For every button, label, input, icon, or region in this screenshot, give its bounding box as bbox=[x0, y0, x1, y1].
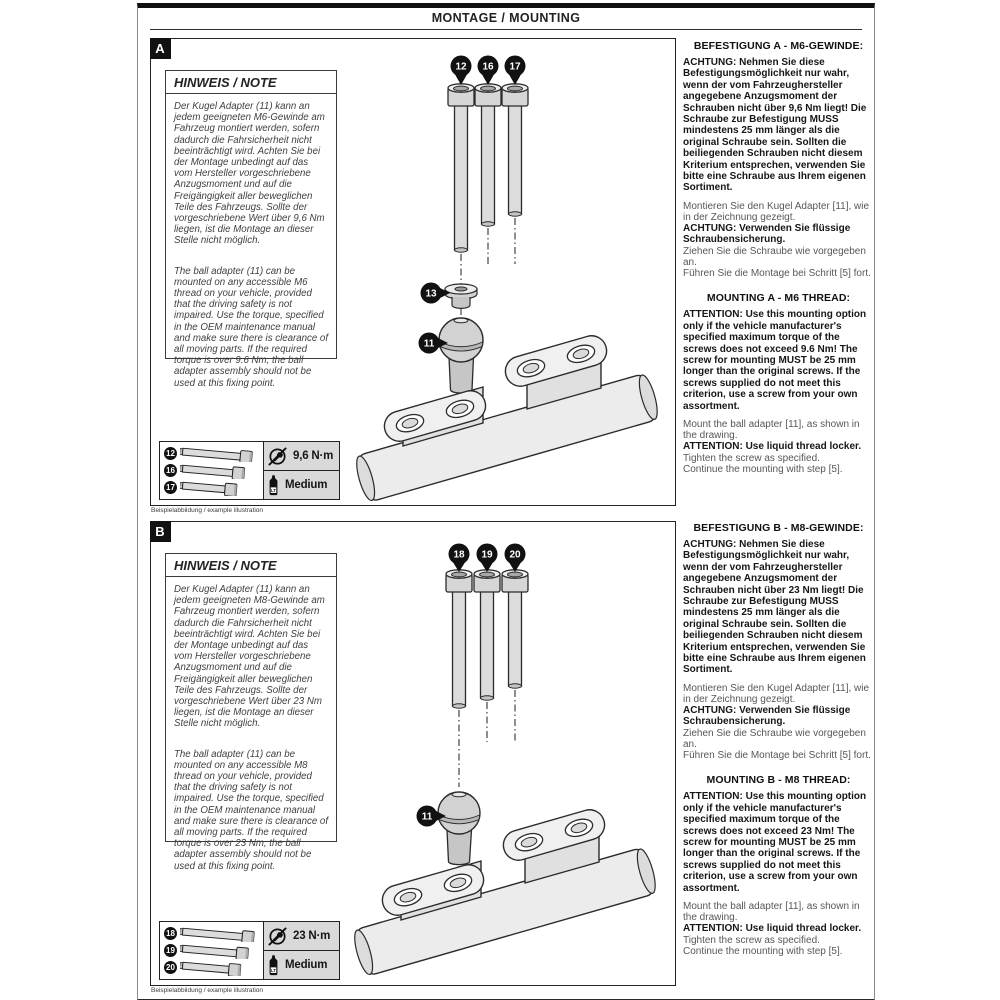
step: Führen Sie die Montage bei Schritt [5] fort. bbox=[683, 268, 871, 280]
locker-value: Medium bbox=[285, 479, 328, 491]
handlebar-mount bbox=[351, 806, 659, 977]
table-row bbox=[164, 942, 261, 959]
thread-locker-bottle-icon bbox=[267, 955, 280, 976]
note-box-b bbox=[165, 553, 337, 872]
screw-icon bbox=[180, 479, 261, 496]
note-text-de: Der Kugel Adapter (11) kann an jedem geeigneten M8-Gewinde am Fahrzeug montiert werden, sofern dadurch die Fahrsicherheit nicht beeinträchtigt wird. Achten Sie bei der Montage unbedingt auf das vom Hersteller vorgeschriebene Anzugsmoment und auf die Freigängigkeit aller beweglichen Teile des Fahrzeugs. Sollte der vorgeschriebene Wert über 23 Nm liegen, ist die Montage an dieser Stelle nicht möglich. bbox=[174, 584, 325, 730]
svg-text:12: 12 bbox=[455, 61, 467, 73]
svg-text:LT: LT bbox=[271, 487, 276, 493]
panel-b bbox=[150, 521, 676, 986]
torque-wrench-icon bbox=[267, 926, 288, 947]
screw-callout: 12 bbox=[164, 447, 177, 460]
washer-illustration bbox=[445, 284, 477, 308]
callout-screw-1 bbox=[451, 56, 472, 86]
locker-cell bbox=[264, 951, 339, 979]
screw-callout: 20 bbox=[164, 961, 177, 974]
torque-value: 9,6 N·m bbox=[293, 450, 334, 462]
locker-cell bbox=[264, 471, 339, 499]
step: Mount the ball adapter [11], as shown in the drawing. bbox=[683, 900, 860, 924]
caption-a: Beispielabbildung / example illustration bbox=[151, 507, 264, 514]
warning-en: ATTENTION: Use this mounting option only if the vehicle manufacturer's specified maximum torque of the screws does not exceed 23 Nm! The screw for mounting MUST be 25 mm longer than the original screws. If the screws supplied do not meet this criterion, use a screw from your own assortment. bbox=[683, 791, 867, 894]
table-row bbox=[164, 479, 261, 496]
panel-b-label: B bbox=[150, 521, 171, 542]
document-sheet bbox=[137, 3, 875, 1000]
steps-de bbox=[683, 201, 874, 279]
note-title: HINWEIS / NOTE bbox=[166, 554, 336, 577]
callout-washer bbox=[421, 283, 451, 304]
spec-table-b bbox=[159, 921, 340, 980]
svg-text:18: 18 bbox=[453, 549, 465, 561]
screw-icon bbox=[180, 959, 261, 976]
note-text-en: The ball adapter (11) can be mounted on any accessible M6 thread on your vehicle, provided that the driving safety is not impaired. Use the torque, specified in the OEM maintenance manual and make sure there is clearance of all moving parts. If the required torque is over 9.6 Nm, the ball adapter assembly should not be used at this fixing point. bbox=[174, 265, 329, 389]
panel-a-label: A bbox=[150, 38, 171, 59]
instructions-b bbox=[683, 522, 874, 957]
screw-callout: 16 bbox=[164, 464, 177, 477]
steps-en bbox=[683, 901, 874, 957]
torque-cell bbox=[264, 922, 339, 951]
callout-screw-1 bbox=[449, 544, 470, 573]
thread-locker-bottle-icon bbox=[267, 475, 280, 496]
heading-en: MOUNTING A - M6 THREAD: bbox=[706, 292, 851, 305]
callout-screw-2 bbox=[478, 56, 499, 86]
svg-text:16: 16 bbox=[482, 61, 494, 73]
svg-text:19: 19 bbox=[481, 549, 493, 561]
table-row bbox=[164, 925, 261, 942]
svg-text:20: 20 bbox=[509, 549, 521, 561]
handlebar-mount bbox=[353, 332, 661, 503]
screw-illustration bbox=[446, 570, 528, 708]
page-title: MONTAGE / MOUNTING bbox=[431, 11, 581, 25]
heading-en: MOUNTING B - M8 THREAD: bbox=[706, 774, 851, 787]
step: Tighten the screw as specified. bbox=[683, 934, 820, 946]
screw-callout: 18 bbox=[164, 927, 177, 940]
step: Führen Sie die Montage bei Schritt [5] fort. bbox=[683, 750, 871, 762]
caption-b: Beispielabbildung / example illustration bbox=[151, 987, 264, 994]
table-row bbox=[164, 462, 261, 479]
heading-de: BEFESTIGUNG B - M8-GEWINDE: bbox=[693, 522, 864, 534]
instructions-a bbox=[683, 40, 874, 475]
step-warning: ATTENTION: Use liquid thread locker. bbox=[683, 441, 862, 453]
step: Ziehen Sie die Schraube wie vorgegeben an. bbox=[683, 245, 866, 268]
step-warning: ATTENTION: Use liquid thread locker. bbox=[683, 923, 862, 935]
step: Mount the ball adapter [11], as shown in the drawing. bbox=[683, 418, 860, 442]
svg-text:LT: LT bbox=[271, 967, 276, 973]
torque-value: 23 N·m bbox=[293, 930, 331, 942]
steps-de bbox=[683, 683, 874, 761]
screw-icon bbox=[180, 925, 261, 942]
svg-text:11: 11 bbox=[423, 338, 435, 350]
callout-screw-2 bbox=[477, 544, 498, 573]
screw-illustration bbox=[448, 84, 528, 252]
panel-a bbox=[150, 38, 676, 506]
screw-callout: 17 bbox=[164, 481, 177, 494]
note-text-en: The ball adapter (11) can be mounted on any accessible M8 thread on your vehicle, provided that the driving safety is not impaired. Use the torque, specified in the OEM maintenance manual and make sure there is clearance of all moving parts. If the required torque is over 23 Nm, the ball adapter assembly should not be used at this fixing point. bbox=[174, 748, 329, 872]
step-warning: ACHTUNG: Verwenden Sie flüssige Schraubensicherung. bbox=[683, 705, 851, 728]
svg-text:11: 11 bbox=[421, 811, 433, 823]
step: Tighten the screw as specified. bbox=[683, 452, 820, 464]
ball-adapter-illustration bbox=[439, 318, 483, 393]
warning-en: ATTENTION: Use this mounting option only if the vehicle manufacturer's specified maximum torque of the screws does not exceed 9.6 Nm! The screw for mounting MUST be 25 mm longer than the original screws. If the screws supplied do not meet this criterion, use a screw from your own assortment. bbox=[683, 309, 867, 412]
svg-text:13: 13 bbox=[425, 288, 437, 300]
callout-screw-3 bbox=[505, 544, 526, 573]
step: Montieren Sie den Kugel Adapter [11], wie in der Zeichnung gezeigt. bbox=[683, 200, 870, 224]
warning-de: ACHTUNG: Nehmen Sie diese Befestigungsmöglichkeit nur wahr, wenn der vom Fahrzeughersteller angegebene Anzugsmoment der Schrauben nicht über 23 Nm liegt! Die Schraube zur Befestigung MUSS mindestens 25 mm länger als die original Schraube sein. Sollten die beiliegenden Schrauben nicht diesem Kriterium entsprechen, verwenden Sie bitte eine Schraube aus Ihrem eigenen Sortiment. bbox=[683, 539, 866, 676]
step: Continue the mounting with step [5]. bbox=[683, 463, 843, 475]
table-row bbox=[164, 959, 261, 976]
locker-value: Medium bbox=[285, 959, 328, 971]
warning-de: ACHTUNG: Nehmen Sie diese Befestigungsmöglichkeit nur wahr, wenn der vom Fahrzeughersteller angegebene Anzugsmoment der Schrauben nicht über 9,6 Nm liegt! Die Schraube zur Befestigung MUSS mindestens 25 mm länger als die original Schraube sein. Sollten die beiliegenden Schrauben nicht diesem Kriterium entsprechen, verwenden Sie bitte eine Schraube aus Ihrem eigenen Sortiment. bbox=[683, 57, 867, 194]
screw-icon bbox=[180, 445, 261, 462]
screw-callout: 19 bbox=[164, 944, 177, 957]
step: Montieren Sie den Kugel Adapter [11], wie in der Zeichnung gezeigt. bbox=[683, 682, 870, 706]
ball-adapter-illustration bbox=[438, 792, 480, 865]
spec-table-a bbox=[159, 441, 340, 500]
callout-screw-3 bbox=[505, 56, 526, 86]
svg-text:17: 17 bbox=[509, 61, 521, 73]
torque-wrench-icon bbox=[267, 446, 288, 467]
steps-en bbox=[683, 419, 874, 475]
screw-icon bbox=[180, 462, 261, 479]
illustration-a bbox=[349, 48, 674, 503]
heading-de: BEFESTIGUNG A - M6-GEWINDE: bbox=[693, 40, 864, 52]
header-rule bbox=[150, 29, 862, 30]
note-box-a bbox=[165, 70, 337, 389]
torque-cell bbox=[264, 442, 339, 471]
note-title: HINWEIS / NOTE bbox=[166, 71, 336, 94]
step-warning: ACHTUNG: Verwenden Sie flüssige Schraubensicherung. bbox=[683, 223, 851, 246]
illustration-b bbox=[349, 542, 674, 982]
table-row bbox=[164, 445, 261, 462]
screw-icon bbox=[180, 942, 261, 959]
note-text-de: Der Kugel Adapter (11) kann an jedem geeigneten M6-Gewinde am Fahrzeug montiert werden, sofern dadurch die Fahrsicherheit nicht beeinträchtigt wird. Achten Sie bei der Montage unbedingt auf das vom Hersteller vorgeschriebene Anzugsmoment und auf die Freigängigkeit aller beweglichen Teile des Fahrzeugs. Sollte der vorgeschriebene Wert über 9,6 Nm liegen, ist die Montage an dieser Stelle nicht möglich. bbox=[174, 101, 325, 247]
step: Continue the mounting with step [5]. bbox=[683, 945, 843, 957]
step: Ziehen Sie die Schraube wie vorgegeben an. bbox=[683, 727, 866, 750]
